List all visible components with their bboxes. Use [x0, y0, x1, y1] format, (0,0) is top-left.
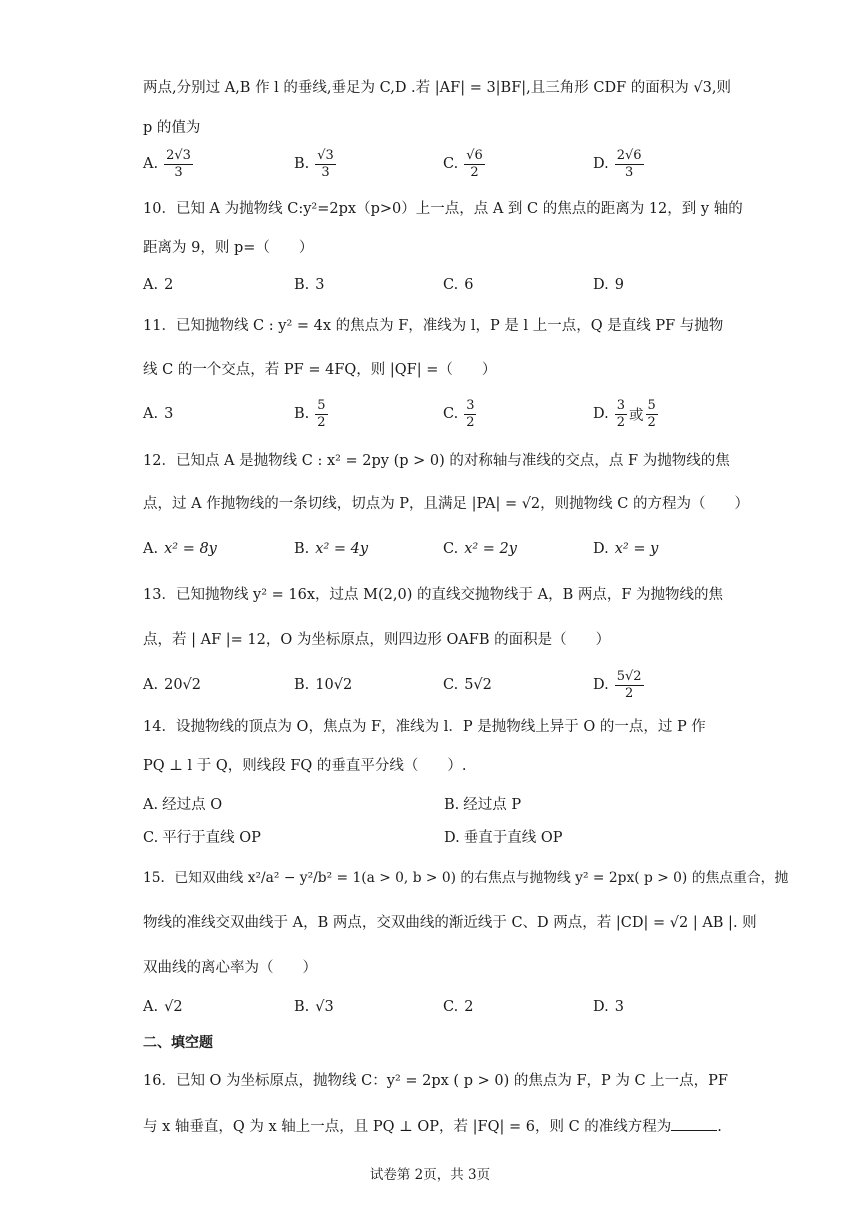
fraction: $\frac{√6}{2}$ — [466, 147, 483, 180]
q11-option-d[interactable]: D. $\frac{3}{2}$ 或 $\frac{5}{2}$ — [593, 397, 656, 430]
q11-options — [143, 396, 763, 432]
q16-text-line2: 与 x 轴垂直，Q 为 x 轴上一点，且 PQ ⊥ OP，若 |FQ| = 6，则 C 的准线方程为 . — [143, 1116, 722, 1137]
q12-option-c[interactable]: C. x² = 2y — [443, 541, 517, 557]
q12-options — [143, 531, 763, 567]
q13-option-a[interactable]: A. 20√2 — [143, 677, 202, 693]
q13-text-line1: 13．已知抛物线 y² = 16x，过点 M(2,0) 的直线交抛物线于 A，B 两点，F 为抛物线的焦 — [143, 587, 724, 603]
q13-option-c[interactable]: C. 5√2 — [443, 677, 492, 693]
q9-text-line1: 两点,分别过 A,B 作 l 的垂线,垂足为 C,D .若 |AF| = 3|BF|,且三角形 CDF 的面积为 √3,则 — [143, 80, 731, 96]
q12-option-b[interactable]: B. x² = 4y — [294, 541, 369, 557]
q15-option-a[interactable]: A. √2 — [143, 999, 183, 1015]
q15-text-line2: 物线的准线交双曲线于 A，B 两点，交双曲线的渐近线于 C、D 两点，若 |CD| = √2 | AB |. 则 — [143, 915, 757, 931]
q12-option-d[interactable]: D. x² = y — [593, 541, 659, 557]
q9-option-c[interactable]: C. $\frac{√6}{2}$ — [443, 147, 483, 180]
q14-text-line2: PQ ⊥ l 于 Q，则线段 FQ 的垂直平分线（ ）. — [143, 758, 467, 774]
q10-text-line1: 10．已知 A 为抛物线 C:y²=2px（p>0）上一点，点 A 到 C 的焦点的距离为 12，到 y 轴的 — [143, 201, 743, 217]
q9-option-d[interactable]: D. $\frac{2√6}{3}$ — [593, 147, 642, 180]
q14-option-c[interactable]: C. 平行于直线 OP — [143, 830, 261, 846]
q10-option-a[interactable]: A. 2 — [143, 277, 174, 293]
q9-option-a[interactable]: A. $\frac{2√3}{3}$ — [143, 147, 191, 180]
q11-text-line1: 11．已知抛物线 C : y² = 4x 的焦点为 F，准线为 l，P 是 l 上一点，Q 是直线 PF 与抛物 — [143, 318, 724, 334]
fraction: $\frac{√3}{3}$ — [317, 147, 334, 180]
q10-option-b[interactable]: B. 3 — [294, 277, 325, 293]
page-footer: 试卷第 2页，共 3页 — [369, 1167, 491, 1183]
q12-option-a[interactable]: A. x² = 8y — [143, 541, 217, 557]
q15-text-line1: 15．已知双曲线 x²/a² − y²/b² = 1(a > 0, b > 0) 的右焦点与抛物线 y² = 2px( p > 0) 的焦点重合，抛 — [143, 870, 789, 886]
q15-options — [143, 989, 763, 1025]
q10-option-c[interactable]: C. 6 — [443, 277, 474, 293]
section-title: 二、填空题 — [143, 1035, 213, 1051]
q14-option-d[interactable]: D. 垂直于直线 OP — [444, 830, 563, 846]
q15-text-line3: 双曲线的离心率为（ ） — [143, 960, 317, 976]
fraction: $\frac{2√3}{3}$ — [166, 147, 191, 180]
q15-option-c[interactable]: C. 2 — [443, 999, 474, 1015]
q14-option-a[interactable]: A. 经过点 O — [143, 797, 223, 813]
q16-text-line1: 16．已知 O 为坐标原点，抛物线 C：y² = 2px ( p > 0) 的焦点为 F，P 为 C 上一点，PF — [143, 1073, 728, 1089]
q14-option-b[interactable]: B. 经过点 P — [444, 797, 522, 813]
q9-options — [143, 146, 763, 182]
fraction: $\frac{2√6}{3}$ — [616, 147, 642, 180]
q14-text-line1: 14．设抛物线的顶点为 O，焦点为 F，准线为 l．P 是抛物线上异于 O 的一点，过 P 作 — [143, 719, 706, 735]
q9-text-line2: p 的值为 — [143, 120, 201, 136]
q13-options — [143, 667, 763, 703]
q11-text-line2: 线 C 的一个交点，若 PF = 4FQ，则 |QF| =（ ） — [143, 362, 497, 378]
q11-option-c[interactable]: C. $\frac{3}{2}$ — [443, 397, 475, 430]
q9-option-b[interactable]: B. $\frac{√3}{3}$ — [294, 147, 334, 180]
q10-options — [143, 267, 763, 303]
q12-text-line1: 12．已知点 A 是抛物线 C : x² = 2py (p > 0) 的对称轴与准线的交点，点 F 为抛物线的焦 — [143, 453, 730, 469]
q13-option-d[interactable]: D. $\frac{5√2}{2}$ — [593, 668, 642, 701]
q13-option-b[interactable]: B. 10√2 — [294, 677, 353, 693]
q11-option-b[interactable]: B. $\frac{5}{2}$ — [294, 397, 326, 430]
answer-blank[interactable] — [671, 1116, 717, 1131]
q13-text-line2: 点，若 | AF |= 12，O 为坐标原点，则四边形 OAFB 的面积是（ ） — [143, 632, 611, 648]
q11-option-a[interactable]: A. 3 — [143, 406, 174, 422]
q15-option-b[interactable]: B. √3 — [294, 999, 334, 1015]
q15-option-d[interactable]: D. 3 — [593, 999, 624, 1015]
q10-text-line2: 距离为 9，则 p=（ ） — [143, 240, 314, 256]
q12-text-line2: 点，过 A 作抛物线的一条切线，切点为 P，且满足 |PA| = √2，则抛物线 C 的方程为（ ） — [143, 496, 749, 512]
q10-option-d[interactable]: D. 9 — [593, 277, 624, 293]
